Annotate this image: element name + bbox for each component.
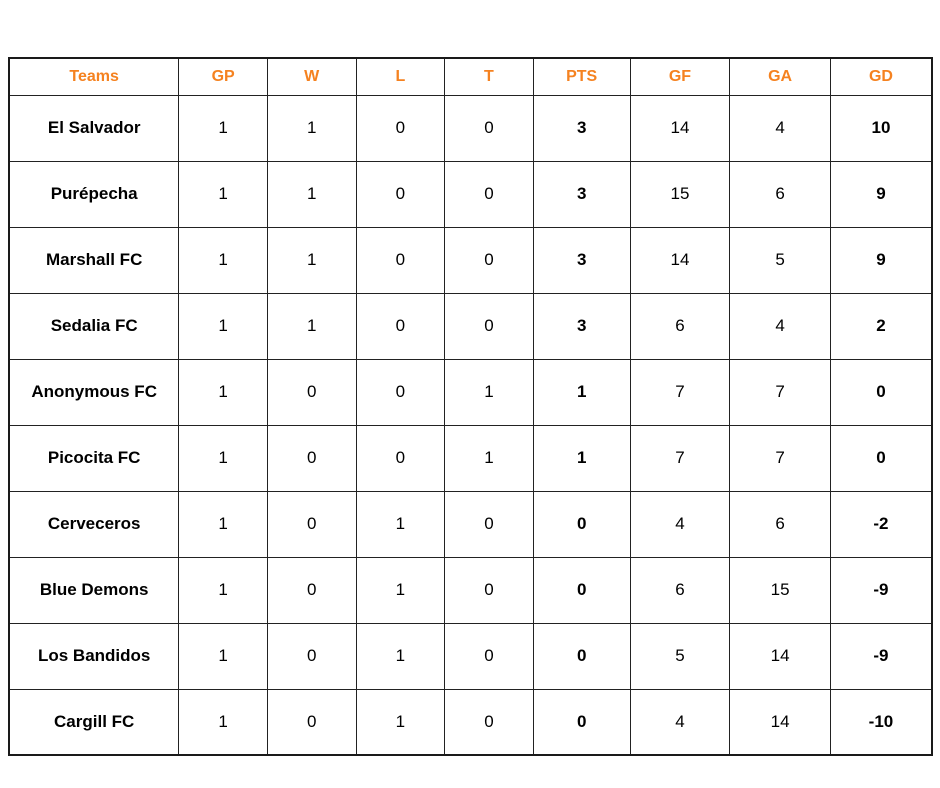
column-header-pts: PTS bbox=[533, 58, 630, 95]
stat-cell-w: 0 bbox=[267, 557, 356, 623]
stat-cell-gd: -2 bbox=[830, 491, 932, 557]
table-row bbox=[9, 95, 932, 161]
column-header-gf: GF bbox=[630, 58, 730, 95]
team-name-cell: Purépecha bbox=[9, 161, 179, 227]
table-row bbox=[9, 491, 932, 557]
stat-cell-gd: -9 bbox=[830, 623, 932, 689]
stat-cell-gd: -9 bbox=[830, 557, 932, 623]
stat-cell-gf: 7 bbox=[630, 425, 730, 491]
column-header-ga: GA bbox=[730, 58, 831, 95]
stat-cell-gp: 1 bbox=[179, 359, 268, 425]
stat-cell-t: 0 bbox=[445, 227, 534, 293]
team-name-cell: Picocita FC bbox=[9, 425, 179, 491]
stat-cell-ga: 15 bbox=[730, 557, 831, 623]
column-header-l: L bbox=[356, 58, 445, 95]
column-header-gd: GD bbox=[830, 58, 932, 95]
stat-cell-gf: 7 bbox=[630, 359, 730, 425]
stat-cell-gf: 4 bbox=[630, 689, 730, 755]
stat-cell-l: 0 bbox=[356, 359, 445, 425]
standings-table-container bbox=[8, 57, 933, 756]
stat-cell-ga: 7 bbox=[730, 359, 831, 425]
stat-cell-ga: 4 bbox=[730, 293, 831, 359]
stat-cell-ga: 14 bbox=[730, 689, 831, 755]
stat-cell-t: 1 bbox=[445, 425, 534, 491]
stat-cell-w: 1 bbox=[267, 95, 356, 161]
stat-cell-gd: 10 bbox=[830, 95, 932, 161]
stat-cell-l: 1 bbox=[356, 623, 445, 689]
stat-cell-ga: 6 bbox=[730, 161, 831, 227]
stat-cell-l: 1 bbox=[356, 491, 445, 557]
stat-cell-w: 1 bbox=[267, 161, 356, 227]
stat-cell-pts: 0 bbox=[533, 557, 630, 623]
table-row bbox=[9, 227, 932, 293]
stat-cell-pts: 0 bbox=[533, 689, 630, 755]
stat-cell-pts: 0 bbox=[533, 491, 630, 557]
stat-cell-gf: 6 bbox=[630, 557, 730, 623]
table-row bbox=[9, 359, 932, 425]
standings-table bbox=[8, 57, 933, 756]
stat-cell-gf: 5 bbox=[630, 623, 730, 689]
table-row bbox=[9, 557, 932, 623]
stat-cell-pts: 3 bbox=[533, 95, 630, 161]
stat-cell-gf: 14 bbox=[630, 95, 730, 161]
team-name-cell: Marshall FC bbox=[9, 227, 179, 293]
stat-cell-gd: 0 bbox=[830, 425, 932, 491]
stat-cell-gf: 6 bbox=[630, 293, 730, 359]
stat-cell-pts: 3 bbox=[533, 293, 630, 359]
stat-cell-l: 1 bbox=[356, 689, 445, 755]
table-row bbox=[9, 161, 932, 227]
stat-cell-gd: -10 bbox=[830, 689, 932, 755]
stat-cell-t: 0 bbox=[445, 557, 534, 623]
team-name-cell: El Salvador bbox=[9, 95, 179, 161]
stat-cell-gp: 1 bbox=[179, 491, 268, 557]
team-name-cell: Anonymous FC bbox=[9, 359, 179, 425]
stat-cell-gf: 14 bbox=[630, 227, 730, 293]
standings-body bbox=[9, 95, 932, 755]
table-row bbox=[9, 425, 932, 491]
stat-cell-w: 1 bbox=[267, 227, 356, 293]
table-row bbox=[9, 689, 932, 755]
stat-cell-gd: 9 bbox=[830, 161, 932, 227]
stat-cell-gp: 1 bbox=[179, 557, 268, 623]
stat-cell-gd: 9 bbox=[830, 227, 932, 293]
stat-cell-l: 0 bbox=[356, 95, 445, 161]
stat-cell-t: 0 bbox=[445, 491, 534, 557]
table-row bbox=[9, 293, 932, 359]
stat-cell-w: 0 bbox=[267, 689, 356, 755]
stat-cell-l: 0 bbox=[356, 425, 445, 491]
stat-cell-w: 0 bbox=[267, 359, 356, 425]
team-name-cell: Blue Demons bbox=[9, 557, 179, 623]
stat-cell-w: 1 bbox=[267, 293, 356, 359]
stat-cell-pts: 1 bbox=[533, 425, 630, 491]
table-header bbox=[9, 58, 932, 95]
column-header-gp: GP bbox=[179, 58, 268, 95]
stat-cell-pts: 1 bbox=[533, 359, 630, 425]
stat-cell-l: 1 bbox=[356, 557, 445, 623]
stat-cell-gd: 2 bbox=[830, 293, 932, 359]
stat-cell-gp: 1 bbox=[179, 293, 268, 359]
stat-cell-ga: 7 bbox=[730, 425, 831, 491]
stat-cell-pts: 3 bbox=[533, 161, 630, 227]
stat-cell-w: 0 bbox=[267, 623, 356, 689]
column-header-w: W bbox=[267, 58, 356, 95]
stat-cell-ga: 6 bbox=[730, 491, 831, 557]
stat-cell-t: 0 bbox=[445, 689, 534, 755]
stat-cell-l: 0 bbox=[356, 227, 445, 293]
stat-cell-gp: 1 bbox=[179, 689, 268, 755]
stat-cell-ga: 14 bbox=[730, 623, 831, 689]
team-name-cell: Los Bandidos bbox=[9, 623, 179, 689]
team-name-cell: Sedalia FC bbox=[9, 293, 179, 359]
stat-cell-gf: 15 bbox=[630, 161, 730, 227]
stat-cell-gp: 1 bbox=[179, 425, 268, 491]
column-header-t: T bbox=[445, 58, 534, 95]
header-row bbox=[9, 58, 932, 95]
stat-cell-w: 0 bbox=[267, 491, 356, 557]
stat-cell-t: 0 bbox=[445, 293, 534, 359]
stat-cell-ga: 4 bbox=[730, 95, 831, 161]
stat-cell-gf: 4 bbox=[630, 491, 730, 557]
table-row bbox=[9, 623, 932, 689]
stat-cell-w: 0 bbox=[267, 425, 356, 491]
stat-cell-t: 0 bbox=[445, 161, 534, 227]
stat-cell-gd: 0 bbox=[830, 359, 932, 425]
stat-cell-l: 0 bbox=[356, 161, 445, 227]
stat-cell-t: 0 bbox=[445, 623, 534, 689]
stat-cell-gp: 1 bbox=[179, 227, 268, 293]
stat-cell-pts: 0 bbox=[533, 623, 630, 689]
stat-cell-t: 0 bbox=[445, 95, 534, 161]
stat-cell-ga: 5 bbox=[730, 227, 831, 293]
column-header-teams: Teams bbox=[9, 58, 179, 95]
team-name-cell: Cerveceros bbox=[9, 491, 179, 557]
team-name-cell: Cargill FC bbox=[9, 689, 179, 755]
stat-cell-gp: 1 bbox=[179, 95, 268, 161]
stat-cell-gp: 1 bbox=[179, 161, 268, 227]
stat-cell-pts: 3 bbox=[533, 227, 630, 293]
stat-cell-gp: 1 bbox=[179, 623, 268, 689]
stat-cell-l: 0 bbox=[356, 293, 445, 359]
stat-cell-t: 1 bbox=[445, 359, 534, 425]
